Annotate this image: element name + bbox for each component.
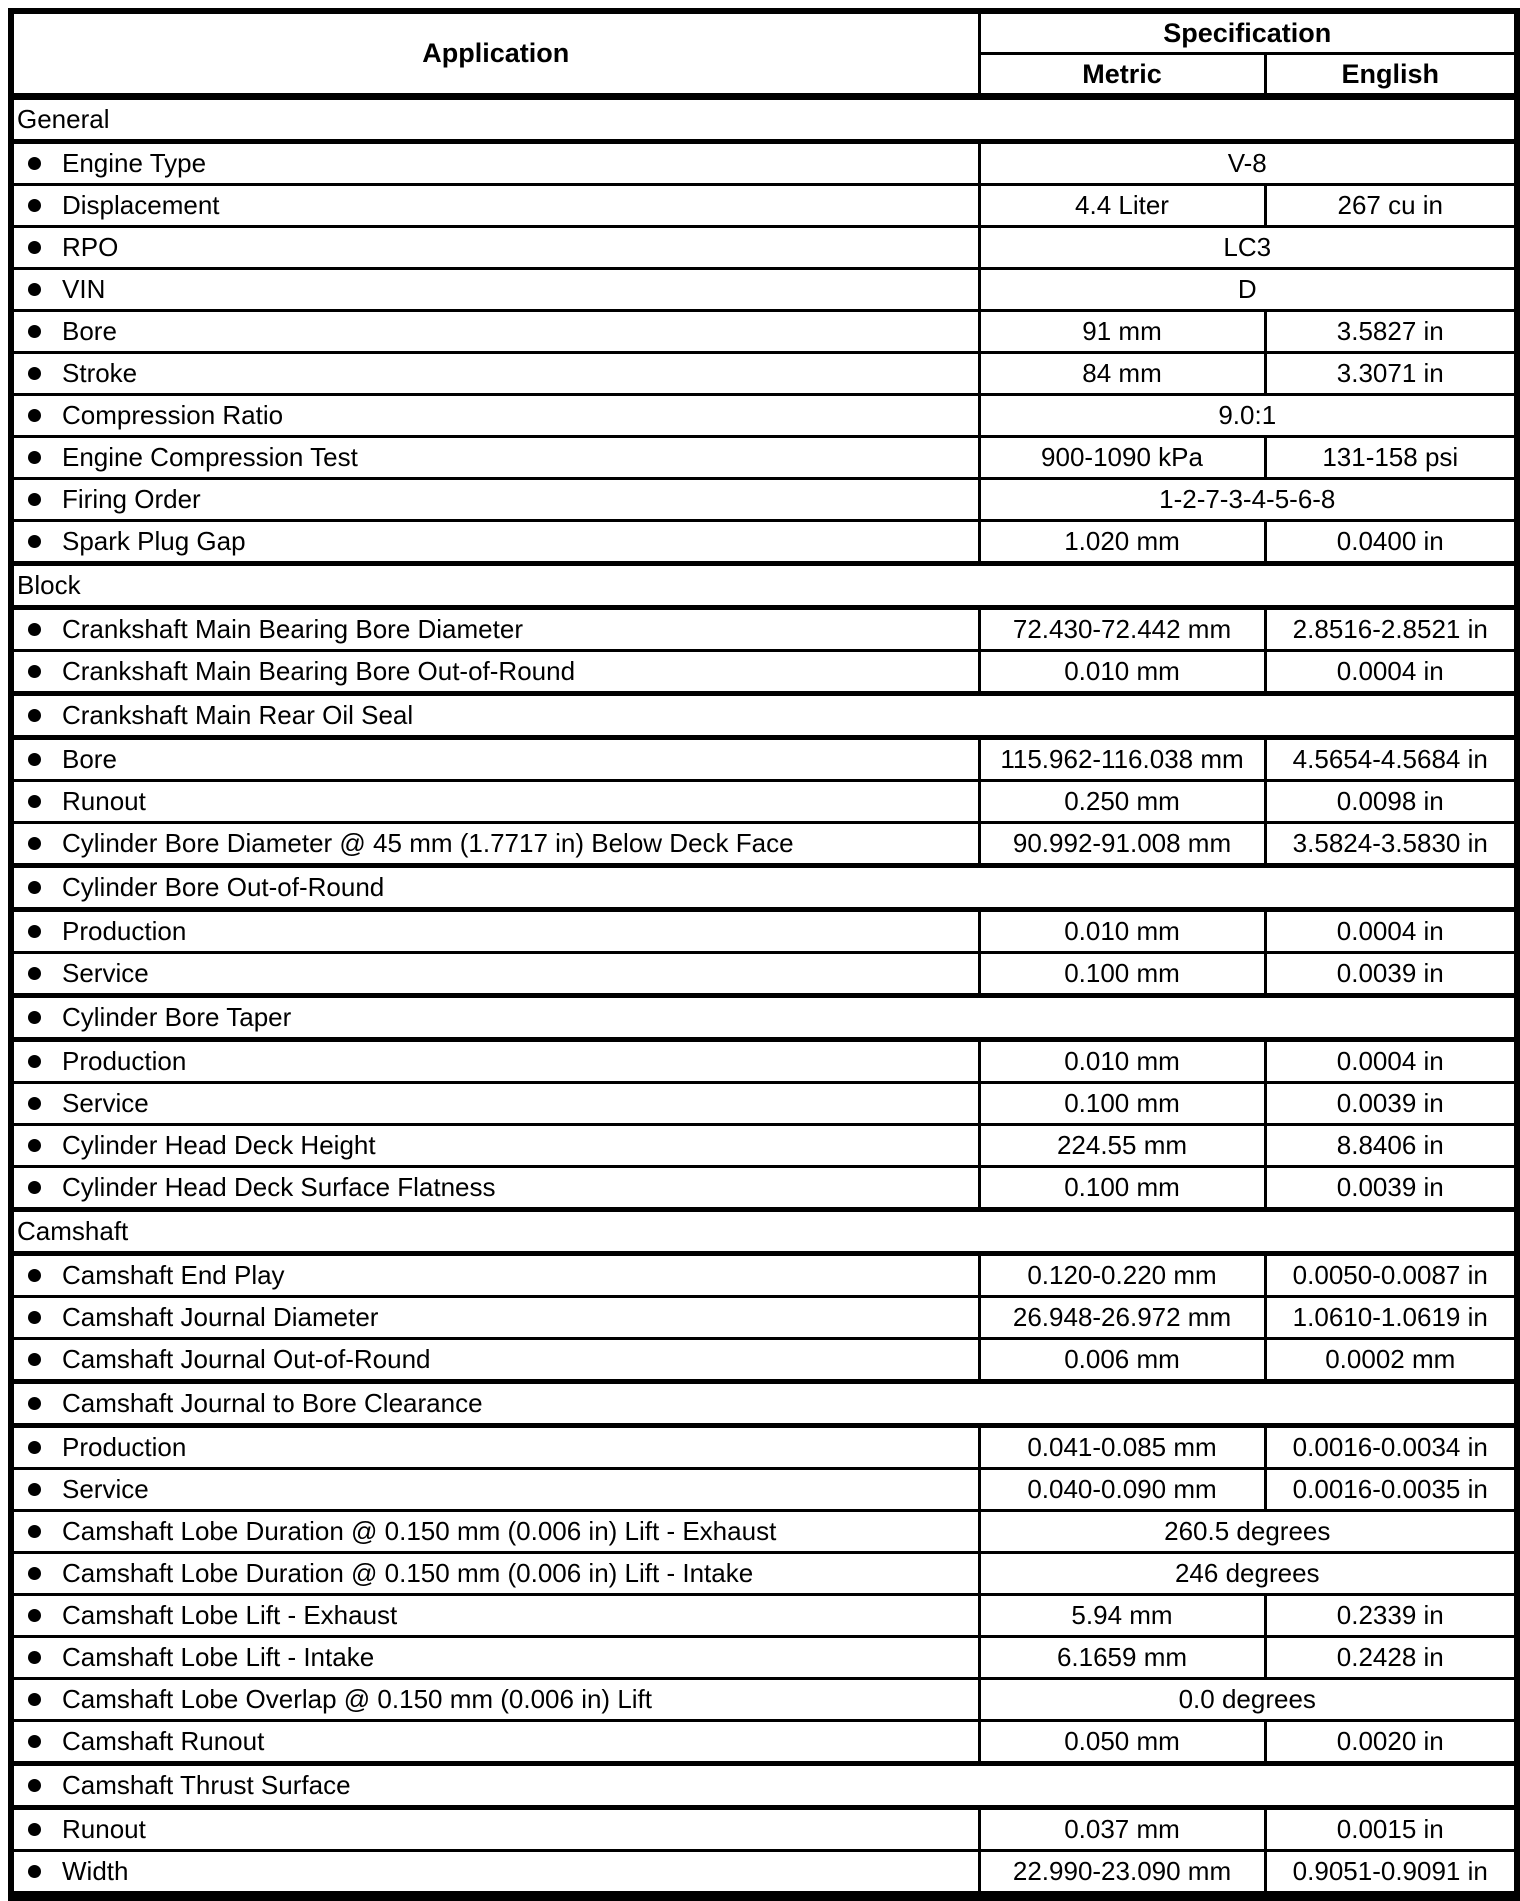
specification-value-span: V-8 (979, 142, 1517, 185)
application-cell (11, 269, 979, 311)
spec-row (11, 1083, 1517, 1125)
bullet-icon (28, 1353, 41, 1366)
bullet-icon (28, 1823, 41, 1836)
english-value: 0.0004 in (1265, 1040, 1517, 1083)
application-cell-content (14, 786, 978, 817)
bullet-icon (28, 1735, 41, 1748)
spec-subheader-row (11, 866, 1517, 910)
bullet-icon (28, 1441, 41, 1454)
application-cell-content (14, 1260, 978, 1291)
bullet-icon (28, 1011, 41, 1024)
application-cell-content (14, 828, 978, 859)
spec-row (11, 1426, 1517, 1469)
application-cell (11, 185, 979, 227)
application-label: Camshaft Lobe Lift - Intake (62, 1642, 375, 1672)
english-value: 2.8516-2.8521 in (1265, 608, 1517, 651)
metric-value: 22.990-23.090 mm (979, 1851, 1265, 1897)
bullet-icon (28, 1779, 41, 1792)
application-label: Width (62, 1856, 129, 1886)
section-label: General (11, 97, 1517, 142)
header-row-top (11, 11, 1517, 54)
spec-row (11, 1125, 1517, 1167)
bullet-icon (28, 493, 41, 506)
metric-value: 6.1659 mm (979, 1637, 1265, 1679)
bullet-icon (28, 409, 41, 422)
specification-value-span: 246 degrees (979, 1553, 1517, 1595)
application-label: Crankshaft Main Bearing Bore Diameter (62, 614, 523, 644)
table-header (11, 11, 1517, 97)
bullet-icon (28, 1865, 41, 1878)
application-cell (11, 910, 979, 953)
spec-table-body (11, 97, 1517, 1897)
application-cell (11, 651, 979, 694)
spec-row (11, 437, 1517, 479)
spec-row (11, 953, 1517, 996)
spec-row (11, 1851, 1517, 1897)
application-label: Camshaft Lobe Duration @ 0.150 mm (0.006 in) Lift - Intake (62, 1558, 754, 1588)
application-cell-content (14, 1684, 978, 1715)
spec-row (11, 910, 1517, 953)
spec-row (11, 311, 1517, 353)
application-cell-content (14, 1600, 978, 1631)
bullet-icon (28, 1269, 41, 1282)
subheader-cell (11, 694, 1517, 738)
application-cell-content (14, 526, 978, 557)
specification-value-span: 1-2-7-3-4-5-6-8 (979, 479, 1517, 521)
application-cell-content (14, 1172, 978, 1203)
bullet-icon (28, 241, 41, 254)
application-label: Camshaft Lobe Lift - Exhaust (62, 1600, 398, 1630)
english-value: 0.0002 mm (1265, 1339, 1517, 1382)
application-cell (11, 953, 979, 996)
subheader-cell (11, 996, 1517, 1040)
bullet-icon (28, 1055, 41, 1068)
specification-value-span: D (979, 269, 1517, 311)
metric-value: 72.430-72.442 mm (979, 608, 1265, 651)
application-cell-content (14, 1344, 978, 1375)
application-cell (11, 1297, 979, 1339)
application-cell (11, 1553, 979, 1595)
application-cell (11, 1637, 979, 1679)
metric-value: 84 mm (979, 353, 1265, 395)
application-label: Service (62, 958, 149, 988)
bullet-icon (28, 157, 41, 170)
spec-row (11, 185, 1517, 227)
application-cell-content (14, 442, 978, 473)
application-label: Camshaft Lobe Duration @ 0.150 mm (0.006 in) Lift - Exhaust (62, 1516, 777, 1546)
specification-value-span: LC3 (979, 227, 1517, 269)
subheader-cell (11, 1382, 1517, 1426)
english-value: 0.0016-0.0034 in (1265, 1426, 1517, 1469)
bullet-icon (28, 283, 41, 296)
section-label-row (11, 1210, 1517, 1254)
application-cell-content (14, 316, 978, 347)
spec-row (11, 227, 1517, 269)
spec-row (11, 353, 1517, 395)
metric-value: 0.010 mm (979, 1040, 1265, 1083)
application-cell-content (14, 1088, 978, 1119)
bullet-icon (28, 753, 41, 766)
engine-specification-table (8, 8, 1520, 1901)
application-cell (11, 1040, 979, 1083)
application-cell (11, 1426, 979, 1469)
application-cell (11, 227, 979, 269)
specification-value-span: 0.0 degrees (979, 1679, 1517, 1721)
spec-subheader-row (11, 996, 1517, 1040)
bullet-icon (28, 709, 41, 722)
application-label: RPO (62, 232, 119, 262)
english-value: 0.0015 in (1265, 1808, 1517, 1851)
english-value: 0.0400 in (1265, 521, 1517, 564)
spec-row (11, 1469, 1517, 1511)
spec-row (11, 1721, 1517, 1764)
metric-value: 0.100 mm (979, 1083, 1265, 1125)
application-cell (11, 521, 979, 564)
spec-row (11, 608, 1517, 651)
bullet-icon (28, 1397, 41, 1410)
spec-row (11, 395, 1517, 437)
application-label: Service (62, 1088, 149, 1118)
metric-value: 224.55 mm (979, 1125, 1265, 1167)
column-header-application: Application (11, 11, 979, 97)
application-cell-content (14, 190, 978, 221)
application-cell (11, 608, 979, 651)
spec-row (11, 142, 1517, 185)
spec-row (11, 651, 1517, 694)
application-cell-content (14, 1856, 978, 1887)
bullet-icon (28, 1139, 41, 1152)
bullet-icon (28, 665, 41, 678)
application-cell-content (14, 358, 978, 389)
application-cell-content (14, 232, 978, 263)
bullet-icon (28, 881, 41, 894)
bullet-icon (28, 795, 41, 808)
english-value: 267 cu in (1265, 185, 1517, 227)
english-value: 1.0610-1.0619 in (1265, 1297, 1517, 1339)
bullet-icon (28, 1525, 41, 1538)
application-label: Displacement (62, 190, 220, 220)
metric-value: 0.120-0.220 mm (979, 1254, 1265, 1297)
metric-value: 91 mm (979, 311, 1265, 353)
spec-row (11, 1637, 1517, 1679)
application-label: Service (62, 1474, 149, 1504)
spec-row (11, 1511, 1517, 1553)
metric-value: 5.94 mm (979, 1595, 1265, 1637)
metric-value: 4.4 Liter (979, 185, 1265, 227)
english-value: 0.0039 in (1265, 1167, 1517, 1210)
bullet-icon (28, 367, 41, 380)
document-page (8, 8, 1520, 1901)
application-cell (11, 311, 979, 353)
column-header-metric: Metric (979, 54, 1265, 97)
spec-row (11, 1595, 1517, 1637)
subheader-cell (11, 866, 1517, 910)
application-cell-content (14, 1726, 978, 1757)
application-cell-content (14, 148, 978, 179)
english-value: 8.8406 in (1265, 1125, 1517, 1167)
spec-row (11, 479, 1517, 521)
bullet-icon (28, 1483, 41, 1496)
application-cell (11, 823, 979, 866)
application-cell-content (14, 872, 1514, 903)
english-value: 0.2428 in (1265, 1637, 1517, 1679)
application-cell (11, 142, 979, 185)
spec-row (11, 823, 1517, 866)
spec-row (11, 1297, 1517, 1339)
application-label: Production (62, 1046, 187, 1076)
application-label: Bore (62, 744, 117, 774)
application-label: Runout (62, 786, 146, 816)
application-cell-content (14, 1388, 1514, 1419)
application-cell (11, 1083, 979, 1125)
application-cell-content (14, 1474, 978, 1505)
application-label: Production (62, 1432, 187, 1462)
section-label: Camshaft (11, 1210, 1517, 1254)
bullet-icon (28, 837, 41, 850)
metric-value: 900-1090 kPa (979, 437, 1265, 479)
application-cell (11, 1254, 979, 1297)
application-cell-content (14, 1046, 978, 1077)
application-label: Camshaft Journal Out-of-Round (62, 1344, 431, 1374)
english-value: 0.2339 in (1265, 1595, 1517, 1637)
bullet-icon (28, 451, 41, 464)
metric-value: 1.020 mm (979, 521, 1265, 564)
metric-value: 90.992-91.008 mm (979, 823, 1265, 866)
application-label: Cylinder Head Deck Surface Flatness (62, 1172, 496, 1202)
application-cell-content (14, 274, 978, 305)
application-cell-content (14, 1814, 978, 1845)
application-cell-content (14, 700, 1514, 731)
metric-value: 0.050 mm (979, 1721, 1265, 1764)
application-cell (11, 738, 979, 781)
application-cell-content (14, 1516, 978, 1547)
english-value: 4.5654-4.5684 in (1265, 738, 1517, 781)
application-label: Cylinder Head Deck Height (62, 1130, 376, 1160)
application-label: Crankshaft Main Bearing Bore Out-of-Round (62, 656, 576, 686)
application-cell (11, 479, 979, 521)
application-label: Bore (62, 316, 117, 346)
spec-row (11, 1808, 1517, 1851)
application-cell-content (14, 614, 978, 645)
application-cell (11, 1679, 979, 1721)
application-label: Camshaft Lobe Overlap @ 0.150 mm (0.006 in) Lift (62, 1684, 653, 1714)
spec-row (11, 1254, 1517, 1297)
bullet-icon (28, 1311, 41, 1324)
application-cell-content (14, 744, 978, 775)
application-cell-content (14, 400, 978, 431)
application-cell (11, 395, 979, 437)
spec-row (11, 1679, 1517, 1721)
spec-row (11, 269, 1517, 311)
application-label: Spark Plug Gap (62, 526, 246, 556)
application-cell (11, 1721, 979, 1764)
section-label: Block (11, 564, 1517, 608)
english-value: 0.0004 in (1265, 910, 1517, 953)
spec-subheader-row (11, 1382, 1517, 1426)
application-label: Camshaft Journal to Bore Clearance (62, 1388, 483, 1418)
metric-value: 0.010 mm (979, 910, 1265, 953)
application-label: Camshaft Journal Diameter (62, 1302, 379, 1332)
application-cell (11, 1469, 979, 1511)
application-label: Compression Ratio (62, 400, 284, 430)
metric-value: 115.962-116.038 mm (979, 738, 1265, 781)
metric-value: 0.100 mm (979, 1167, 1265, 1210)
metric-value: 0.040-0.090 mm (979, 1469, 1265, 1511)
bullet-icon (28, 535, 41, 548)
application-label: Runout (62, 1814, 146, 1844)
application-cell-content (14, 1558, 978, 1589)
spec-row (11, 738, 1517, 781)
metric-value: 0.010 mm (979, 651, 1265, 694)
english-value: 3.5827 in (1265, 311, 1517, 353)
application-cell-content (14, 484, 978, 515)
application-cell (11, 1167, 979, 1210)
metric-value: 0.037 mm (979, 1808, 1265, 1851)
application-label: Cylinder Bore Taper (62, 1002, 292, 1032)
application-cell-content (14, 1302, 978, 1333)
application-label: Camshaft End Play (62, 1260, 285, 1290)
bullet-icon (28, 1567, 41, 1580)
application-cell (11, 1511, 979, 1553)
application-cell-content (14, 1770, 1514, 1801)
english-value: 0.0004 in (1265, 651, 1517, 694)
english-value: 0.0039 in (1265, 1083, 1517, 1125)
application-label: Cylinder Bore Diameter @ 45 mm (1.7717 in) Below Deck Face (62, 828, 794, 858)
english-value: 3.5824-3.5830 in (1265, 823, 1517, 866)
metric-value: 26.948-26.972 mm (979, 1297, 1265, 1339)
application-cell-content (14, 1432, 978, 1463)
english-value: 0.9051-0.9091 in (1265, 1851, 1517, 1897)
application-label: Crankshaft Main Rear Oil Seal (62, 700, 414, 730)
application-cell (11, 1125, 979, 1167)
application-cell-content (14, 1642, 978, 1673)
specification-value-span: 260.5 degrees (979, 1511, 1517, 1553)
english-value: 0.0020 in (1265, 1721, 1517, 1764)
application-label: Camshaft Runout (62, 1726, 265, 1756)
english-value: 0.0098 in (1265, 781, 1517, 823)
application-cell-content (14, 656, 978, 687)
bullet-icon (28, 325, 41, 338)
application-label: Engine Compression Test (62, 442, 358, 472)
application-label: Camshaft Thrust Surface (62, 1770, 351, 1800)
bullet-icon (28, 199, 41, 212)
spec-subheader-row (11, 1764, 1517, 1808)
spec-row (11, 1553, 1517, 1595)
bullet-icon (28, 1181, 41, 1194)
application-cell (11, 781, 979, 823)
application-cell (11, 1595, 979, 1637)
application-label: VIN (62, 274, 106, 304)
spec-row (11, 1167, 1517, 1210)
english-value: 0.0039 in (1265, 953, 1517, 996)
application-label: Stroke (62, 358, 138, 388)
application-cell-content (14, 916, 978, 947)
specification-value-span: 9.0:1 (979, 395, 1517, 437)
application-cell (11, 437, 979, 479)
metric-value: 0.250 mm (979, 781, 1265, 823)
section-label-row (11, 564, 1517, 608)
bullet-icon (28, 967, 41, 980)
spec-row (11, 1339, 1517, 1382)
application-cell-content (14, 958, 978, 989)
application-label: Engine Type (62, 148, 207, 178)
application-label: Cylinder Bore Out-of-Round (62, 872, 385, 902)
english-value: 3.3071 in (1265, 353, 1517, 395)
bullet-icon (28, 1693, 41, 1706)
section-label-row (11, 97, 1517, 142)
metric-value: 0.100 mm (979, 953, 1265, 996)
subheader-cell (11, 1764, 1517, 1808)
spec-subheader-row (11, 694, 1517, 738)
application-label: Firing Order (62, 484, 201, 514)
application-cell (11, 1339, 979, 1382)
spec-row (11, 781, 1517, 823)
application-cell (11, 1851, 979, 1897)
column-header-english: English (1265, 54, 1517, 97)
metric-value: 0.006 mm (979, 1339, 1265, 1382)
bullet-icon (28, 623, 41, 636)
application-cell-content (14, 1130, 978, 1161)
application-cell-content (14, 1002, 1514, 1033)
english-value: 0.0050-0.0087 in (1265, 1254, 1517, 1297)
column-header-specification: Specification (979, 11, 1517, 54)
english-value: 0.0016-0.0035 in (1265, 1469, 1517, 1511)
bullet-icon (28, 925, 41, 938)
metric-value: 0.041-0.085 mm (979, 1426, 1265, 1469)
spec-row (11, 1040, 1517, 1083)
bullet-icon (28, 1609, 41, 1622)
bullet-icon (28, 1097, 41, 1110)
application-cell (11, 1808, 979, 1851)
application-label: Production (62, 916, 187, 946)
english-value: 131-158 psi (1265, 437, 1517, 479)
bullet-icon (28, 1651, 41, 1664)
application-cell (11, 353, 979, 395)
spec-row (11, 521, 1517, 564)
